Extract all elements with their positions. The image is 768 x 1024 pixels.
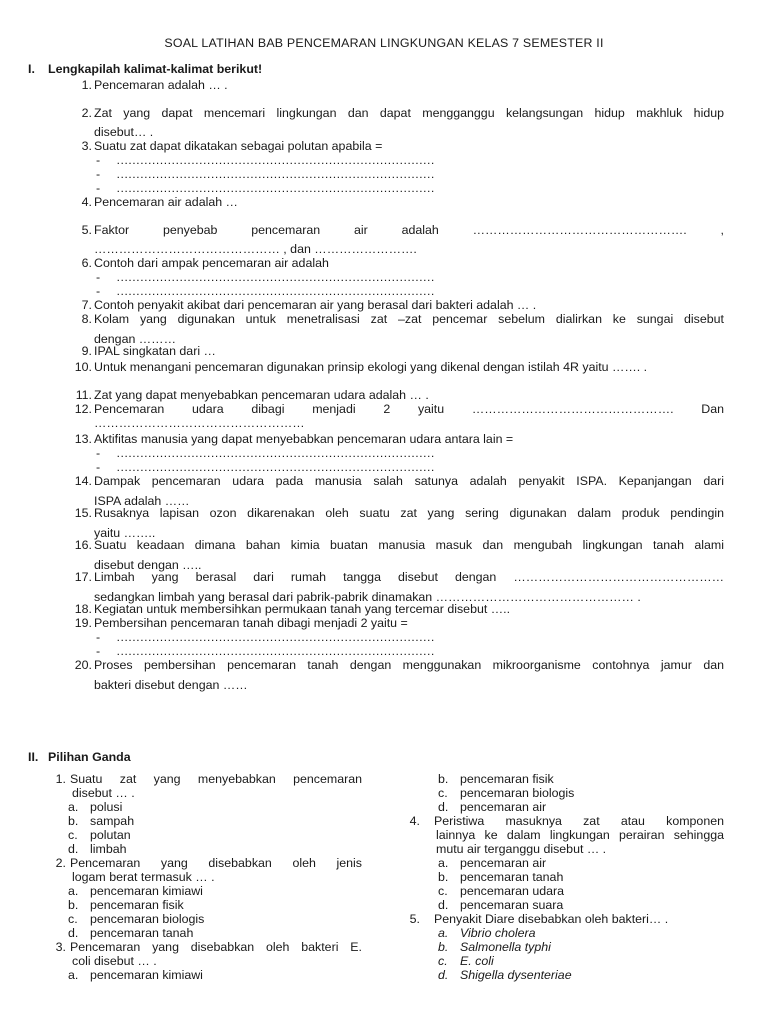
question-12: 12. Pencemaran udara dibagi menjadi 2 yaitu …………………………………………. Dan ……………………………………………	[74, 402, 724, 430]
mc-question-3: 3. Pencemaran yang disebabkan oleh bakteri E. coli disebut … .	[55, 940, 362, 968]
mc-option: d. pencemaran suara	[438, 898, 564, 912]
mc-option: b. pencemaran fisik	[438, 772, 554, 786]
mc-option: d. Shigella dysenteriae	[438, 968, 572, 982]
mc-option: c. E. coli	[438, 954, 494, 968]
mc-option: c. pencemaran udara	[438, 884, 565, 898]
blank-line: - ………………………………………………………………………	[96, 446, 435, 460]
question-9: 9. IPAL singkatan dari …	[81, 344, 216, 358]
question-3: 3. Suatu zat dapat dikatakan sebagai polutan apabila =	[81, 139, 383, 153]
question-14: 14. Dampak pencemaran udara pada manusia salah satunya adalah penyakit ISPA. Kepanjangan dari ISPA adalah ……	[74, 474, 724, 508]
mc-question-4: 4. Peristiwa masuknya zat atau komponen lainnya ke dalam lingkungan perairan sehingga mutu air terganggu disebut … .	[409, 814, 724, 856]
mc-option: d. pencemaran tanah	[68, 926, 194, 940]
question-17: 17. Limbah yang berasal dari rumah tangga disebut dengan …………………………………………… sedangkan limbah yang berasal dari pabrik-pabrik dinamakan ………………………………………… .	[74, 570, 724, 604]
question-4: 4. Pencemaran air adalah …	[81, 195, 238, 209]
blank-line: - ………………………………………………………………………	[96, 167, 435, 181]
mc-question-5: 5. Penyakit Diare disebabkan oleh bakteri… .	[409, 912, 669, 926]
section-1-title: Lengkapilah kalimat-kalimat berikut!	[48, 62, 263, 76]
blank-line: - ………………………………………………………………………	[96, 284, 435, 298]
mc-option: b. sampah	[68, 814, 135, 828]
mc-option: a. polusi	[68, 800, 123, 814]
mc-option: b. Salmonella typhi	[438, 940, 551, 954]
mc-question-2: 2. Pencemaran yang disebabkan oleh jenis logam berat termasuk … .	[55, 856, 362, 884]
question-7: 7. Contoh penyakit akibat dari pencemaran air yang berasal dari bakteri adalah … .	[81, 298, 537, 312]
question-19: 19. Pembersihan pencemaran tanah dibagi menjadi 2 yaitu =	[74, 616, 408, 630]
question-2: 2. Zat yang dapat mencemari lingkungan dan dapat mengganggu kelangsungan hidup makhluk hidup disebut… .	[81, 106, 724, 139]
mc-option: a. pencemaran kimiawi	[68, 968, 203, 982]
section-2-title: Pilihan Ganda	[48, 750, 131, 764]
blank-line: - ………………………………………………………………………	[96, 644, 435, 658]
blank-line: - ………………………………………………………………………	[96, 270, 435, 284]
question-11: 11. Zat yang dapat menyebabkan pencemaran udara adalah … .	[75, 388, 429, 402]
section-1-number: I.	[28, 62, 35, 76]
mc-option: b. pencemaran fisik	[68, 898, 184, 912]
mc-option: d. pencemaran air	[438, 800, 547, 814]
question-13: 13. Aktifitas manusia yang dapat menyebabkan pencemaran udara antara lain =	[74, 432, 514, 446]
question-6: 6. Contoh dari ampak pencemaran air adalah	[81, 256, 329, 270]
blank-line: - ………………………………………………………………………	[96, 460, 435, 474]
blank-line: - ………………………………………………………………………	[96, 153, 435, 167]
mc-option: b. pencemaran tanah	[438, 870, 564, 884]
mc-option: a. pencemaran air	[438, 856, 547, 870]
section-2-number: II.	[28, 750, 39, 764]
question-18: 18. Kegiatan untuk membersihkan permukaan tanah yang tercemar disebut …..	[74, 602, 511, 616]
multiple-choice-column-right	[408, 772, 724, 982]
multiple-choice-column-left	[38, 772, 362, 982]
section-1-heading	[28, 62, 262, 76]
question-15: 15. Rusaknya lapisan ozon dikarenakan oleh suatu zat yang sering digunakan dalam produk pendingin yaitu ……..	[74, 506, 724, 540]
mc-option: a. pencemaran kimiawi	[68, 884, 203, 898]
question-20: 20. Proses pembersihan pencemaran tanah dengan menggunakan mikroorganisme contohnya jamur dan bakteri disebut dengan ……	[74, 658, 724, 692]
section-2-heading	[28, 750, 131, 764]
mc-question-1: 1. Suatu zat yang menyebabkan pencemaran disebut … .	[55, 772, 362, 800]
mc-option: c. pencemaran biologis	[68, 912, 205, 926]
fill-in-questions	[70, 78, 724, 690]
page-title: SOAL LATIHAN BAB PENCEMARAN LINGKUNGAN KELAS 7 SEMESTER II	[164, 36, 604, 50]
question-5: 5. Faktor penyebab pencemaran air adalah ……………………………………………. , ……………………………………… , dan …………………….	[81, 223, 724, 256]
question-16: 16. Suatu keadaan dimana bahan kimia buatan manusia masuk dan mengubah lingkungan tanah alami disebut dengan …..	[74, 538, 724, 572]
blank-line: - ………………………………………………………………………	[96, 630, 435, 644]
blank-line: - ………………………………………………………………………	[96, 181, 435, 195]
question-10: 10. Untuk menangani pencemaran digunakan prinsip ekologi yang dikenal dengan istilah 4R yaitu ……. .	[74, 360, 648, 374]
question-8: 8. Kolam yang digunakan untuk menetralisasi zat –zat pencemar sebelum dialirkan ke sungai disebut dengan ………	[81, 312, 724, 346]
mc-option: a. Vibrio cholera	[438, 926, 536, 940]
question-1: 1. Pencemaran adalah … .	[81, 78, 228, 92]
mc-option: c. pencemaran biologis	[438, 786, 575, 800]
mc-option: c. polutan	[68, 828, 131, 842]
mc-option: d. limbah	[68, 842, 127, 856]
